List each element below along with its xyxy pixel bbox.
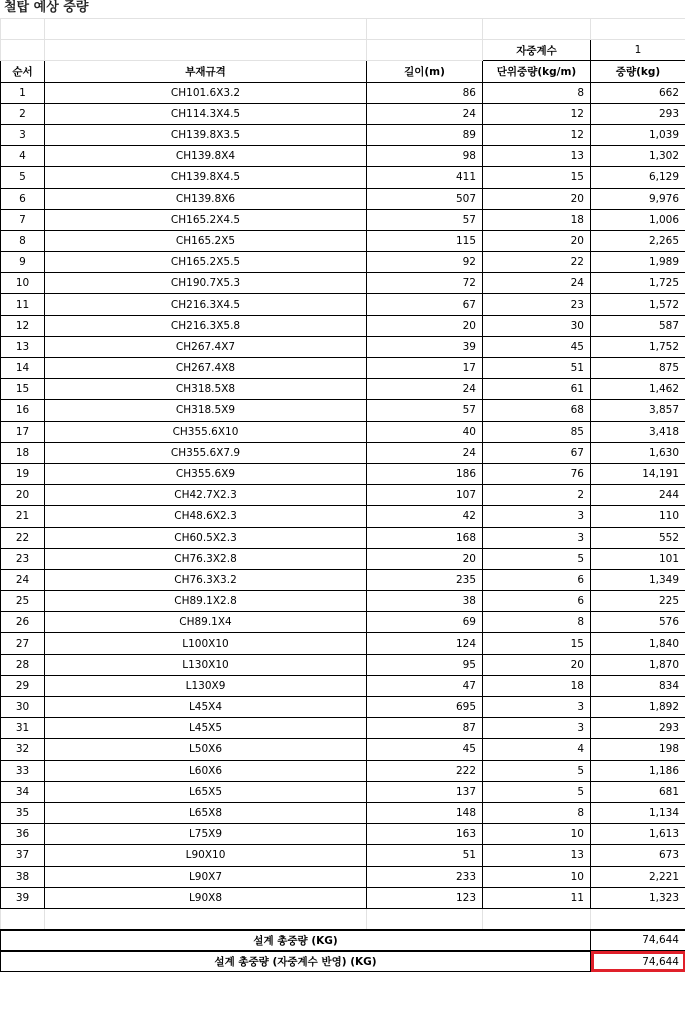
seq-cell[interactable]: 32	[1, 739, 45, 760]
seq-cell[interactable]: 28	[1, 654, 45, 675]
unit-weight-cell[interactable]: 67	[483, 442, 591, 463]
spec-cell[interactable]: CH42.7X2.3	[45, 485, 367, 506]
unit-weight-cell[interactable]: 15	[483, 167, 591, 188]
spec-cell[interactable]: L60X6	[45, 760, 367, 781]
spec-cell[interactable]: CH60.5X2.3	[45, 527, 367, 548]
seq-cell[interactable]: 10	[1, 273, 45, 294]
table-row	[1, 654, 685, 675]
empty-cell[interactable]	[45, 908, 367, 929]
seq-cell[interactable]: 20	[1, 485, 45, 506]
seq-cell[interactable]: 7	[1, 209, 45, 230]
table-row	[1, 358, 685, 379]
self-weight-factor-value[interactable]: 1	[591, 40, 685, 61]
unit-weight-cell[interactable]: 45	[483, 336, 591, 357]
length-cell[interactable]: 20	[367, 548, 483, 569]
steel-weight-table	[0, 18, 685, 972]
seq-cell[interactable]: 37	[1, 845, 45, 866]
table-row	[1, 802, 685, 823]
length-cell[interactable]: 20	[367, 315, 483, 336]
weight-cell[interactable]: 1,613	[591, 824, 685, 845]
seq-cell[interactable]: 34	[1, 781, 45, 802]
unit-weight-cell[interactable]: 12	[483, 124, 591, 145]
length-cell[interactable]: 507	[367, 188, 483, 209]
weight-cell[interactable]: 225	[591, 591, 685, 612]
table-row	[1, 781, 685, 802]
unit-weight-cell[interactable]: 3	[483, 697, 591, 718]
unit-weight-cell[interactable]: 61	[483, 379, 591, 400]
seq-cell[interactable]: 36	[1, 824, 45, 845]
weight-cell[interactable]: 587	[591, 315, 685, 336]
weight-cell[interactable]: 673	[591, 845, 685, 866]
weight-cell[interactable]: 1,462	[591, 379, 685, 400]
unit-weight-cell[interactable]: 4	[483, 739, 591, 760]
weight-cell[interactable]: 293	[591, 718, 685, 739]
spec-cell[interactable]: L130X9	[45, 675, 367, 696]
unit-weight-cell[interactable]: 51	[483, 358, 591, 379]
table-row	[1, 887, 685, 908]
weight-cell[interactable]: 110	[591, 506, 685, 527]
empty-cell[interactable]	[483, 908, 591, 929]
length-cell[interactable]: 163	[367, 824, 483, 845]
weight-cell[interactable]: 293	[591, 103, 685, 124]
weight-cell[interactable]: 1,870	[591, 654, 685, 675]
table-row	[1, 209, 685, 230]
empty-cell[interactable]	[1, 908, 45, 929]
unit-weight-cell[interactable]: 18	[483, 675, 591, 696]
seq-cell[interactable]: 4	[1, 146, 45, 167]
length-cell[interactable]: 92	[367, 252, 483, 273]
table-row	[1, 824, 685, 845]
table-row	[1, 421, 685, 442]
spec-cell[interactable]: CH139.8X6	[45, 188, 367, 209]
unit-weight-cell[interactable]: 3	[483, 718, 591, 739]
spec-cell[interactable]: L90X7	[45, 866, 367, 887]
table-row	[1, 591, 685, 612]
unit-weight-cell[interactable]: 6	[483, 591, 591, 612]
weight-cell[interactable]: 1,840	[591, 633, 685, 654]
unit-weight-cell[interactable]: 76	[483, 463, 591, 484]
weight-cell[interactable]: 1,630	[591, 442, 685, 463]
unit-weight-cell[interactable]: 11	[483, 887, 591, 908]
unit-weight-cell[interactable]: 20	[483, 188, 591, 209]
seq-cell[interactable]: 35	[1, 802, 45, 823]
weight-cell[interactable]: 3,418	[591, 421, 685, 442]
spec-cell[interactable]: CH48.6X2.3	[45, 506, 367, 527]
spec-cell[interactable]: CH216.3X5.8	[45, 315, 367, 336]
length-cell[interactable]: 107	[367, 485, 483, 506]
length-cell[interactable]: 24	[367, 103, 483, 124]
seq-cell[interactable]: 13	[1, 336, 45, 357]
sheet-title: 철탑 예상 중량	[4, 0, 89, 15]
length-cell[interactable]: 137	[367, 781, 483, 802]
blank-row	[1, 19, 685, 40]
length-cell[interactable]: 235	[367, 569, 483, 590]
weight-cell[interactable]: 198	[591, 739, 685, 760]
weight-cell[interactable]: 681	[591, 781, 685, 802]
seq-cell[interactable]: 6	[1, 188, 45, 209]
table-row	[1, 675, 685, 696]
table-row	[1, 400, 685, 421]
seq-cell[interactable]: 24	[1, 569, 45, 590]
length-cell[interactable]: 67	[367, 294, 483, 315]
table-row	[1, 336, 685, 357]
length-cell[interactable]: 51	[367, 845, 483, 866]
spec-cell[interactable]: CH101.6X3.2	[45, 82, 367, 103]
table-row	[1, 527, 685, 548]
spec-cell[interactable]: CH267.4X7	[45, 336, 367, 357]
table-row	[1, 230, 685, 251]
length-cell[interactable]: 89	[367, 124, 483, 145]
seq-cell[interactable]: 15	[1, 379, 45, 400]
seq-cell[interactable]: 9	[1, 252, 45, 273]
length-cell[interactable]: 24	[367, 442, 483, 463]
table-row	[1, 273, 685, 294]
spec-cell[interactable]: L100X10	[45, 633, 367, 654]
weight-cell[interactable]: 3,857	[591, 400, 685, 421]
table-row	[1, 718, 685, 739]
table-row	[1, 146, 685, 167]
weight-cell[interactable]: 2,265	[591, 230, 685, 251]
table-row	[1, 485, 685, 506]
length-cell[interactable]: 222	[367, 760, 483, 781]
spec-cell[interactable]: CH165.2X5	[45, 230, 367, 251]
seq-cell[interactable]: 3	[1, 124, 45, 145]
unit-weight-cell[interactable]: 23	[483, 294, 591, 315]
unit-weight-cell[interactable]: 5	[483, 760, 591, 781]
length-cell[interactable]: 72	[367, 273, 483, 294]
unit-weight-cell[interactable]: 15	[483, 633, 591, 654]
spec-cell[interactable]: CH355.6X9	[45, 463, 367, 484]
factored-total-label[interactable]: 설계 총중량 (자중계수 반영) (KG)	[1, 951, 591, 972]
table-row	[1, 103, 685, 124]
weight-cell[interactable]: 1,039	[591, 124, 685, 145]
weight-cell[interactable]: 1,134	[591, 802, 685, 823]
table-row	[1, 315, 685, 336]
spec-cell[interactable]: CH355.6X10	[45, 421, 367, 442]
length-cell[interactable]: 57	[367, 209, 483, 230]
table-row	[1, 167, 685, 188]
length-cell[interactable]: 39	[367, 336, 483, 357]
spec-cell[interactable]: CH355.6X7.9	[45, 442, 367, 463]
spec-cell[interactable]: L65X5	[45, 781, 367, 802]
spec-cell[interactable]: L130X10	[45, 654, 367, 675]
length-cell[interactable]: 45	[367, 739, 483, 760]
spec-cell[interactable]: CH139.8X4	[45, 146, 367, 167]
spec-cell[interactable]: CH76.3X2.8	[45, 548, 367, 569]
unit-weight-cell[interactable]: 20	[483, 654, 591, 675]
length-cell[interactable]: 95	[367, 654, 483, 675]
spec-cell[interactable]: CH89.1X4	[45, 612, 367, 633]
seq-cell[interactable]: 21	[1, 506, 45, 527]
length-cell[interactable]: 57	[367, 400, 483, 421]
spec-cell[interactable]: CH318.5X8	[45, 379, 367, 400]
weight-cell[interactable]: 2,221	[591, 866, 685, 887]
spec-cell[interactable]: L50X6	[45, 739, 367, 760]
seq-cell[interactable]: 16	[1, 400, 45, 421]
seq-cell[interactable]: 17	[1, 421, 45, 442]
spec-cell[interactable]: CH114.3X4.5	[45, 103, 367, 124]
weight-cell[interactable]: 662	[591, 82, 685, 103]
unit-weight-cell[interactable]: 8	[483, 612, 591, 633]
weight-cell[interactable]: 1,572	[591, 294, 685, 315]
spec-cell[interactable]: CH216.3X4.5	[45, 294, 367, 315]
length-cell[interactable]: 695	[367, 697, 483, 718]
length-cell[interactable]: 186	[367, 463, 483, 484]
unit-weight-cell[interactable]: 18	[483, 209, 591, 230]
table-row	[1, 506, 685, 527]
table-row	[1, 124, 685, 145]
seq-cell[interactable]: 19	[1, 463, 45, 484]
unit-weight-cell[interactable]: 85	[483, 421, 591, 442]
design-total-value[interactable]: 74,644	[591, 930, 685, 951]
seq-cell[interactable]: 1	[1, 82, 45, 103]
factored-total-row	[1, 951, 685, 972]
unit-weight-cell[interactable]: 5	[483, 781, 591, 802]
self-weight-factor-label[interactable]: 자중계수	[483, 40, 591, 61]
unit-weight-cell[interactable]: 6	[483, 569, 591, 590]
spec-cell[interactable]: L45X5	[45, 718, 367, 739]
header-length[interactable]: 길이(m)	[367, 61, 483, 82]
table-row	[1, 379, 685, 400]
header-row	[1, 61, 685, 82]
table-row	[1, 252, 685, 273]
blank-row	[1, 908, 685, 929]
seq-cell[interactable]: 5	[1, 167, 45, 188]
header-spec[interactable]: 부재규격	[45, 61, 367, 82]
unit-weight-cell[interactable]: 10	[483, 866, 591, 887]
seq-cell[interactable]: 33	[1, 760, 45, 781]
seq-cell[interactable]: 11	[1, 294, 45, 315]
table-row	[1, 866, 685, 887]
spec-cell[interactable]: CH267.4X8	[45, 358, 367, 379]
unit-weight-cell[interactable]: 68	[483, 400, 591, 421]
header-unit-weight[interactable]: 단위중량(kg/m)	[483, 61, 591, 82]
weight-cell[interactable]: 244	[591, 485, 685, 506]
design-total-row	[1, 930, 685, 951]
weight-cell[interactable]: 576	[591, 612, 685, 633]
seq-cell[interactable]: 8	[1, 230, 45, 251]
spec-cell[interactable]: CH165.2X5.5	[45, 252, 367, 273]
spec-cell[interactable]: CH139.8X4.5	[45, 167, 367, 188]
header-weight[interactable]: 중량(kg)	[591, 61, 685, 82]
unit-weight-cell[interactable]: 5	[483, 548, 591, 569]
weight-cell[interactable]: 1,349	[591, 569, 685, 590]
length-cell[interactable]: 87	[367, 718, 483, 739]
table-row	[1, 739, 685, 760]
length-cell[interactable]: 17	[367, 358, 483, 379]
seq-cell[interactable]: 14	[1, 358, 45, 379]
spec-cell[interactable]: CH139.8X3.5	[45, 124, 367, 145]
spec-cell[interactable]: CH76.3X3.2	[45, 569, 367, 590]
length-cell[interactable]: 69	[367, 612, 483, 633]
table-row	[1, 633, 685, 654]
spec-cell[interactable]: CH165.2X4.5	[45, 209, 367, 230]
spec-cell[interactable]: L90X10	[45, 845, 367, 866]
empty-cell[interactable]	[591, 908, 685, 929]
length-cell[interactable]: 86	[367, 82, 483, 103]
header-seq[interactable]: 순서	[1, 61, 45, 82]
seq-cell[interactable]: 12	[1, 315, 45, 336]
length-cell[interactable]: 98	[367, 146, 483, 167]
weight-cell[interactable]: 1,186	[591, 760, 685, 781]
spec-cell[interactable]: L65X8	[45, 802, 367, 823]
spec-cell[interactable]: L45X4	[45, 697, 367, 718]
table-row	[1, 442, 685, 463]
seq-cell[interactable]: 18	[1, 442, 45, 463]
unit-weight-cell[interactable]: 10	[483, 824, 591, 845]
table-row	[1, 845, 685, 866]
length-cell[interactable]: 38	[367, 591, 483, 612]
weight-cell[interactable]: 1,989	[591, 252, 685, 273]
unit-weight-cell[interactable]: 30	[483, 315, 591, 336]
table-row	[1, 760, 685, 781]
seq-cell[interactable]: 39	[1, 887, 45, 908]
weight-cell[interactable]: 1,323	[591, 887, 685, 908]
seq-cell[interactable]: 26	[1, 612, 45, 633]
table-row	[1, 188, 685, 209]
unit-weight-cell[interactable]: 13	[483, 845, 591, 866]
seq-cell[interactable]: 30	[1, 697, 45, 718]
weight-cell[interactable]: 1,752	[591, 336, 685, 357]
seq-cell[interactable]: 22	[1, 527, 45, 548]
length-cell[interactable]: 124	[367, 633, 483, 654]
unit-weight-cell[interactable]: 24	[483, 273, 591, 294]
seq-cell[interactable]: 2	[1, 103, 45, 124]
unit-weight-cell[interactable]: 13	[483, 146, 591, 167]
design-total-label[interactable]: 설계 총중량 (KG)	[1, 930, 591, 951]
weight-cell[interactable]: 1,725	[591, 273, 685, 294]
weight-cell[interactable]: 6,129	[591, 167, 685, 188]
unit-weight-cell[interactable]: 3	[483, 506, 591, 527]
weight-cell[interactable]: 1,006	[591, 209, 685, 230]
seq-cell[interactable]: 27	[1, 633, 45, 654]
table-row	[1, 294, 685, 315]
spec-cell[interactable]: L75X9	[45, 824, 367, 845]
weight-cell[interactable]: 834	[591, 675, 685, 696]
table-row	[1, 697, 685, 718]
length-cell[interactable]: 168	[367, 527, 483, 548]
seq-cell[interactable]: 29	[1, 675, 45, 696]
weight-cell[interactable]: 1,302	[591, 146, 685, 167]
unit-weight-cell[interactable]: 8	[483, 802, 591, 823]
empty-cell[interactable]	[367, 908, 483, 929]
factored-total-value[interactable]: 74,644	[591, 951, 685, 972]
unit-weight-cell[interactable]: 2	[483, 485, 591, 506]
factor-row	[1, 40, 685, 61]
length-cell[interactable]: 123	[367, 887, 483, 908]
unit-weight-cell[interactable]: 12	[483, 103, 591, 124]
table-row	[1, 463, 685, 484]
length-cell[interactable]: 411	[367, 167, 483, 188]
weight-cell[interactable]: 14,191	[591, 463, 685, 484]
spec-cell[interactable]: L90X8	[45, 887, 367, 908]
spec-cell[interactable]: CH190.7X5.3	[45, 273, 367, 294]
unit-weight-cell[interactable]: 22	[483, 252, 591, 273]
unit-weight-cell[interactable]: 3	[483, 527, 591, 548]
table-row	[1, 82, 685, 103]
length-cell[interactable]: 24	[367, 379, 483, 400]
table-body	[1, 19, 685, 972]
seq-cell[interactable]: 38	[1, 866, 45, 887]
length-cell[interactable]: 115	[367, 230, 483, 251]
spec-cell[interactable]: CH89.1X2.8	[45, 591, 367, 612]
seq-cell[interactable]: 25	[1, 591, 45, 612]
unit-weight-cell[interactable]: 20	[483, 230, 591, 251]
weight-cell[interactable]: 101	[591, 548, 685, 569]
table-row	[1, 569, 685, 590]
length-cell[interactable]: 47	[367, 675, 483, 696]
weight-cell[interactable]: 875	[591, 358, 685, 379]
table-row	[1, 612, 685, 633]
length-cell[interactable]: 233	[367, 866, 483, 887]
length-cell[interactable]: 42	[367, 506, 483, 527]
spec-cell[interactable]: CH318.5X9	[45, 400, 367, 421]
weight-cell[interactable]: 9,976	[591, 188, 685, 209]
table-row	[1, 548, 685, 569]
weight-cell[interactable]: 552	[591, 527, 685, 548]
seq-cell[interactable]: 31	[1, 718, 45, 739]
unit-weight-cell[interactable]: 8	[483, 82, 591, 103]
length-cell[interactable]: 40	[367, 421, 483, 442]
length-cell[interactable]: 148	[367, 802, 483, 823]
weight-cell[interactable]: 1,892	[591, 697, 685, 718]
seq-cell[interactable]: 23	[1, 548, 45, 569]
